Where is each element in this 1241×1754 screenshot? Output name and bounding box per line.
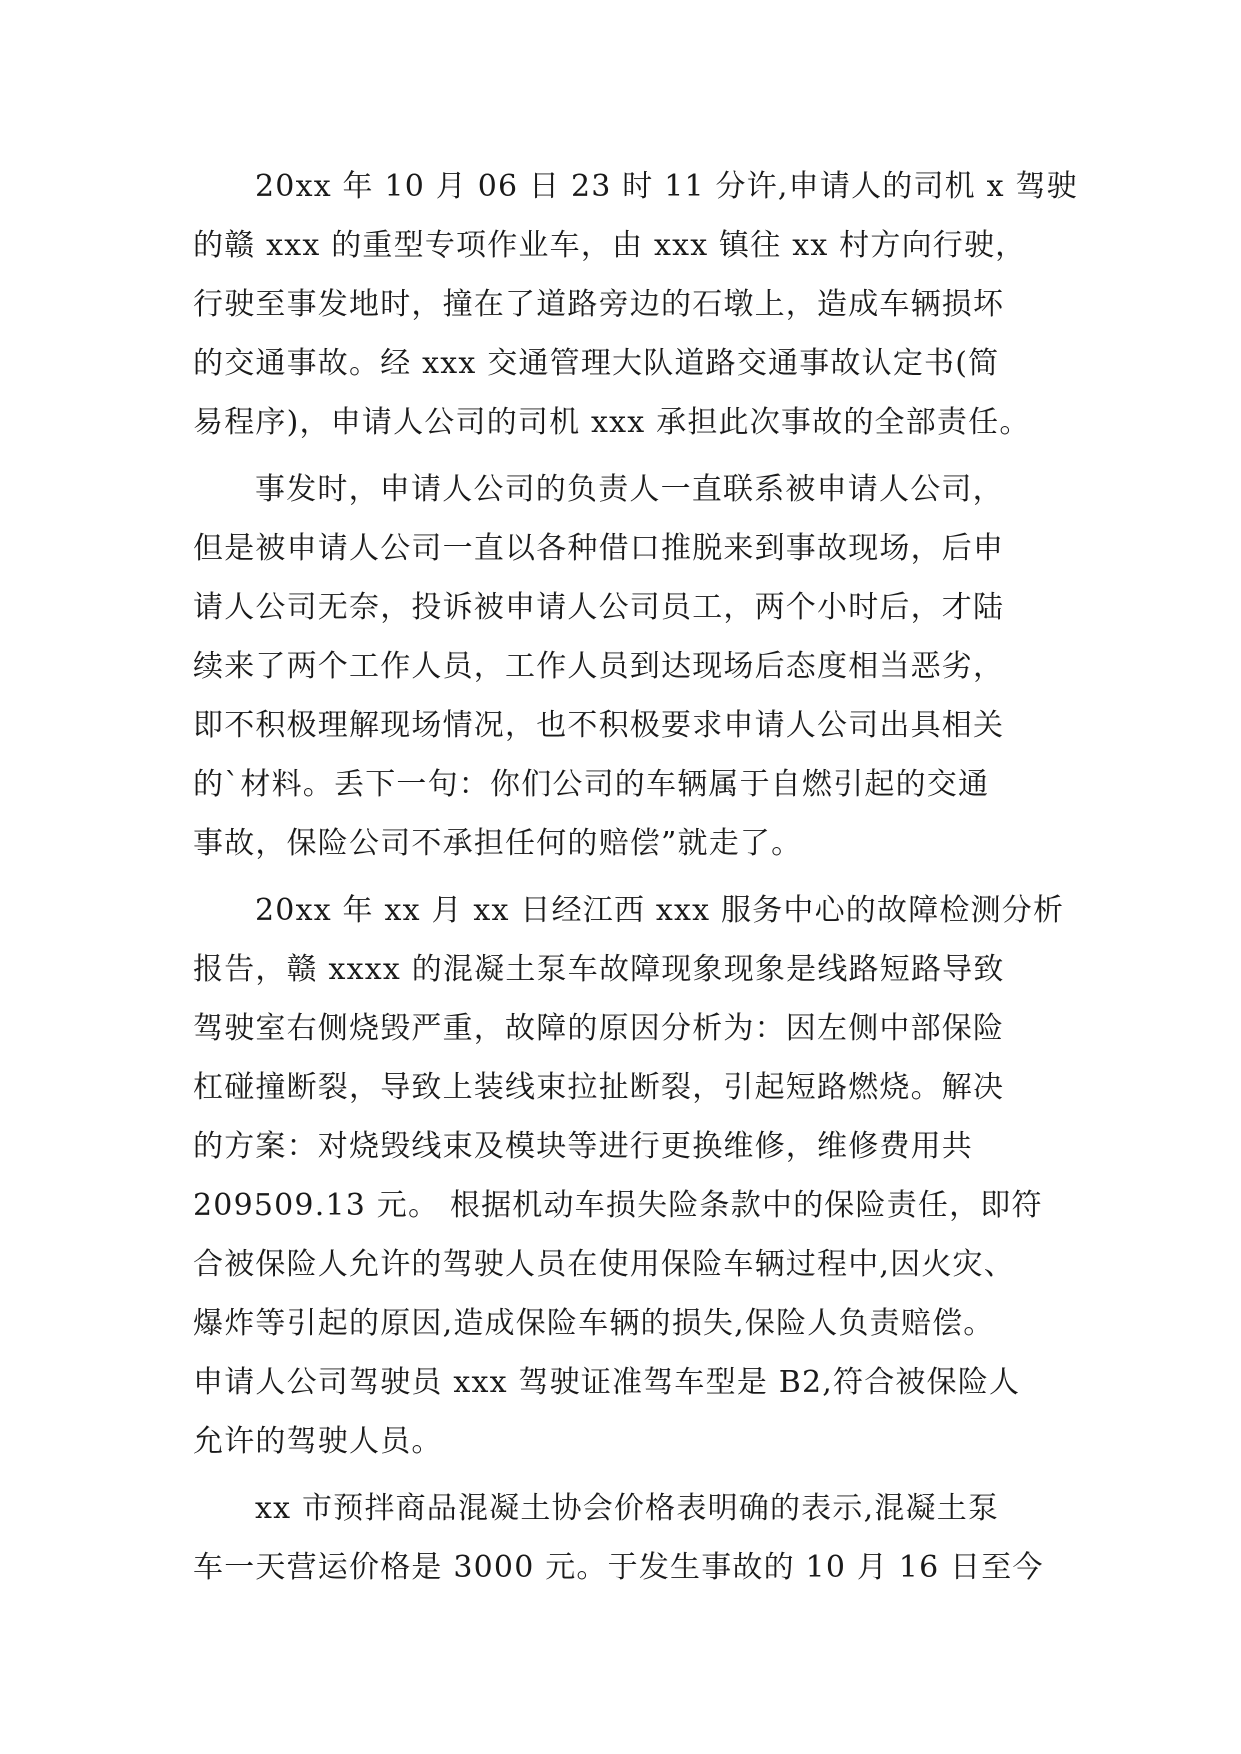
text-line: 续来了两个工作人员，工作人员到达现场后态度相当恶劣，: [193, 649, 1005, 684]
text-line: 的方案：对烧毁线束及模块等进行更换维修，维修费用共: [193, 1129, 973, 1164]
paragraph-insurer-response: [193, 460, 1063, 873]
text-line: xx 市预拌商品混凝土协会价格表明确的表示,混凝土泵: [255, 1491, 1000, 1526]
paragraph-gap: [193, 873, 1063, 881]
document-body: [193, 157, 1078, 1597]
paragraph-gap: [193, 452, 1063, 460]
text-line: 209509.13 元。 根据机动车损失险条款中的保险责任，即符: [193, 1188, 1043, 1223]
text-line: 的赣 xxx 的重型专项作业车，由 xxx 镇往 xx 村方向行驶，: [193, 228, 1027, 263]
text-line: 行驶至事发地时，撞在了道路旁边的石墩上，造成车辆损坏: [193, 287, 1005, 322]
text-line: 即不积极理解现场情况，也不积极要求申请人公司出具相关: [193, 708, 1005, 743]
text-line: 驾驶室右侧烧毁严重，故障的原因分析为：因左侧中部保险: [193, 1011, 1005, 1046]
text-line: 20xx 年 xx 月 xx 日经江西 xxx 服务中心的故障检测分析: [255, 893, 1065, 928]
paragraph-fault-report: [193, 881, 1063, 1471]
text-line: 事发时，申请人公司的负责人一直联系被申请人公司，: [255, 472, 1004, 507]
paragraph-operating-price: [193, 1479, 1063, 1597]
text-line: 易程序)，申请人公司的司机 xxx 承担此次事故的全部责任。: [193, 405, 1031, 440]
paragraph-gap: [193, 1471, 1063, 1479]
text-line: 事故，保险公司不承担任何的赔偿”就走了。: [193, 826, 803, 861]
text-line: 的交通事故。经 xxx 交通管理大队道路交通事故认定书(简: [193, 346, 1000, 381]
text-line: 允许的驾驶人员。: [193, 1424, 443, 1459]
text-line: 申请人公司驾驶员 xxx 驾驶证准驾车型是 B2,符合被保险人: [193, 1365, 1021, 1400]
text-line: 合被保险人允许的驾驶人员在使用保险车辆过程中,因火灾、: [193, 1247, 1015, 1282]
text-line: 20xx 年 10 月 06 日 23 时 11 分许,申请人的司机 x 驾驶: [255, 169, 1078, 204]
text-line: 但是被申请人公司一直以各种借口推脱来到事故现场，后申: [193, 531, 1005, 566]
text-line: 爆炸等引起的原因,造成保险车辆的损失,保险人负责赔偿。: [193, 1306, 995, 1341]
text-line: 报告，赣 xxxx 的混凝土泵车故障现象现象是线路短路导致: [193, 952, 1005, 987]
text-line: 车一天营运价格是 3000 元。于发生事故的 10 月 16 日至今: [193, 1550, 1044, 1585]
text-line: 请人公司无奈，投诉被申请人公司员工，两个小时后，才陆: [193, 590, 1005, 625]
text-line: 的`材料。丢下一句：你们公司的车辆属于自燃引起的交通: [193, 767, 990, 802]
paragraph-accident-description: [193, 157, 1078, 452]
text-line: 杠碰撞断裂，导致上装线束拉扯断裂，引起短路燃烧。解决: [193, 1070, 1005, 1105]
